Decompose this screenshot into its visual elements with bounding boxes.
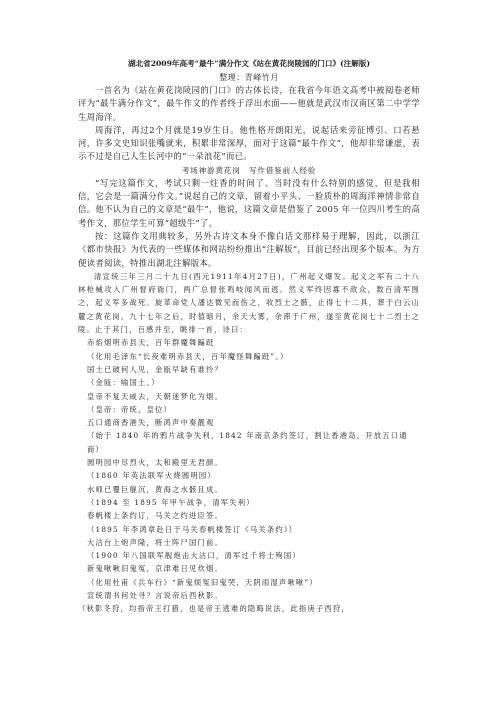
document-body xyxy=(78,58,420,616)
poem-preface: 清宣统三年三月二十九日(西元1911年4月27日)，广州起义爆发。起义之军有二十八林枪械攻入广州督府衙门，两广总督张鸣岐闻风而逃。然义军终因寡不敌众，数百清军围之，起义军多战死。旋革命党人潘达微见而伤之，收烈士之骸，止得七十二具，葬于白云山麓之黄花岗。九十七年之后，时值暗月，余天大雾，余滞于广州，遂至黄花岗七十二烈士之陵。止于其门，百感并至，眺徘一首，诗曰： xyxy=(78,271,420,335)
poem-annotation: （1895 年李鸿章赴日于马关春帆楼签订《马关条约》） xyxy=(87,524,298,534)
poem-annotation: （金瓯：喻国土。） xyxy=(87,378,160,388)
paragraph-intro: 一首名为《站在黄花岗陵园的门口》的古体长诗，在我省今年语文高考中被阅卷老师评为“最牛满分作文”，最牛作文的作者终于浮出水面——他就是武汉市汉南区第二中学学生周海洋。 xyxy=(78,85,420,122)
paragraph-note: 按：这篇作文用典较多，另外古诗文本身不像白话文那样易于理解，因此，以浙江《都市快报》为代表的一些媒体和网站纷纷推出“注解版”，目前已经出现多个版本。为方便读者阅读，特推出湖北注解版本。 xyxy=(78,230,420,268)
poem-line: 宣统谓书何处寻？言说帝后西秋影。 xyxy=(87,590,223,600)
poem-line: 水师已覆巨舰沉，黄海之水骸且成。 xyxy=(87,484,223,494)
poem-line: 五口通商香港失，断鸿声中奏靓观 xyxy=(87,418,215,428)
section-subheading: 考场神游黄花岗 写作借鉴前人经验 xyxy=(181,165,317,175)
paragraph-author: 周海洋，再过2个月就是19岁生日。他性格开朗阳光，说起话来旁征博引、口若悬河，许多文史知识张嘴就来，积累非常深厚，面对于这篇“最牛作文”，他却非常谦虚，表示不过是自己人生长河中的“一朵浪花”而已。 xyxy=(78,124,420,162)
poem-line: 圆明园中尽烈火，太和殿里无君颜。 xyxy=(87,458,223,468)
poem-line: 新鬼啾啾旧鬼冤，京津难日见炊烟。 xyxy=(87,564,223,574)
poem-line: 春帆楼上条约订，马关之约进臣签。 xyxy=(87,511,223,521)
poem-annotation: （秋影冬狩，均指帝王打猎，也是帝王逃难的隐晦说法，此指庚子西狩， xyxy=(78,604,350,614)
document-title: 湖北省2009年高考“最牛”满分作文《站在黄花岗陵园的门口》(注解版) xyxy=(127,59,371,68)
byline: 整理：青峰竹月 xyxy=(219,73,279,82)
poem-annotation: （化用杜甫《兵车行》“新鬼烦冤旧鬼哭，天阴雨湿声啾啾”） xyxy=(87,577,318,587)
poem-line: 赤焰烟明赤县天，百年群魔舞蹁跹 xyxy=(87,338,215,348)
poem-body xyxy=(78,336,420,615)
poem-annotation: （1860 年英法联军火烧圆明园） xyxy=(87,471,216,481)
poem-line: 皇帝不复天威去，天朝迷梦化为烟。 xyxy=(87,391,223,401)
poem-annotation: （皇帝：帝统，皇位） xyxy=(87,404,172,414)
poem-line: 大沽台上炮声隆，将士阵尸国门前。 xyxy=(87,537,223,547)
poem-annotation: （始于 1840 年的鸦片战争失利，1842 年南京条约签订，割让香港岛，开放五口通商） xyxy=(87,431,408,454)
poem-annotation: （1894 至 1895 年甲午战争，清军失利） xyxy=(87,497,255,507)
poem-annotation: （化用毛泽东“长夜难明赤县天，百年魔怪舞蹁跹”。） xyxy=(87,351,289,361)
poem-annotation: （1900 年八国联军舰炮击大沽口，清军过千将士殉国） xyxy=(87,551,301,561)
paragraph-quote: “写完这篇作文，考试只剩一炷香的时间了。当时没有什么特别的感觉，但是我相信，它会是一篇满分作文。”说起自己的文章，留着小平头、一脸质朴的周海洋神情非常自信。他不认为自己的文章是“最牛”，他说，这篇文章是借鉴了 2005 年一位四川考生的高考作文，那位学生可算“超级牛”了。 xyxy=(78,177,420,228)
poem-line: 国土已破何人见，金瓯早缺有谁怜？ xyxy=(87,364,223,374)
